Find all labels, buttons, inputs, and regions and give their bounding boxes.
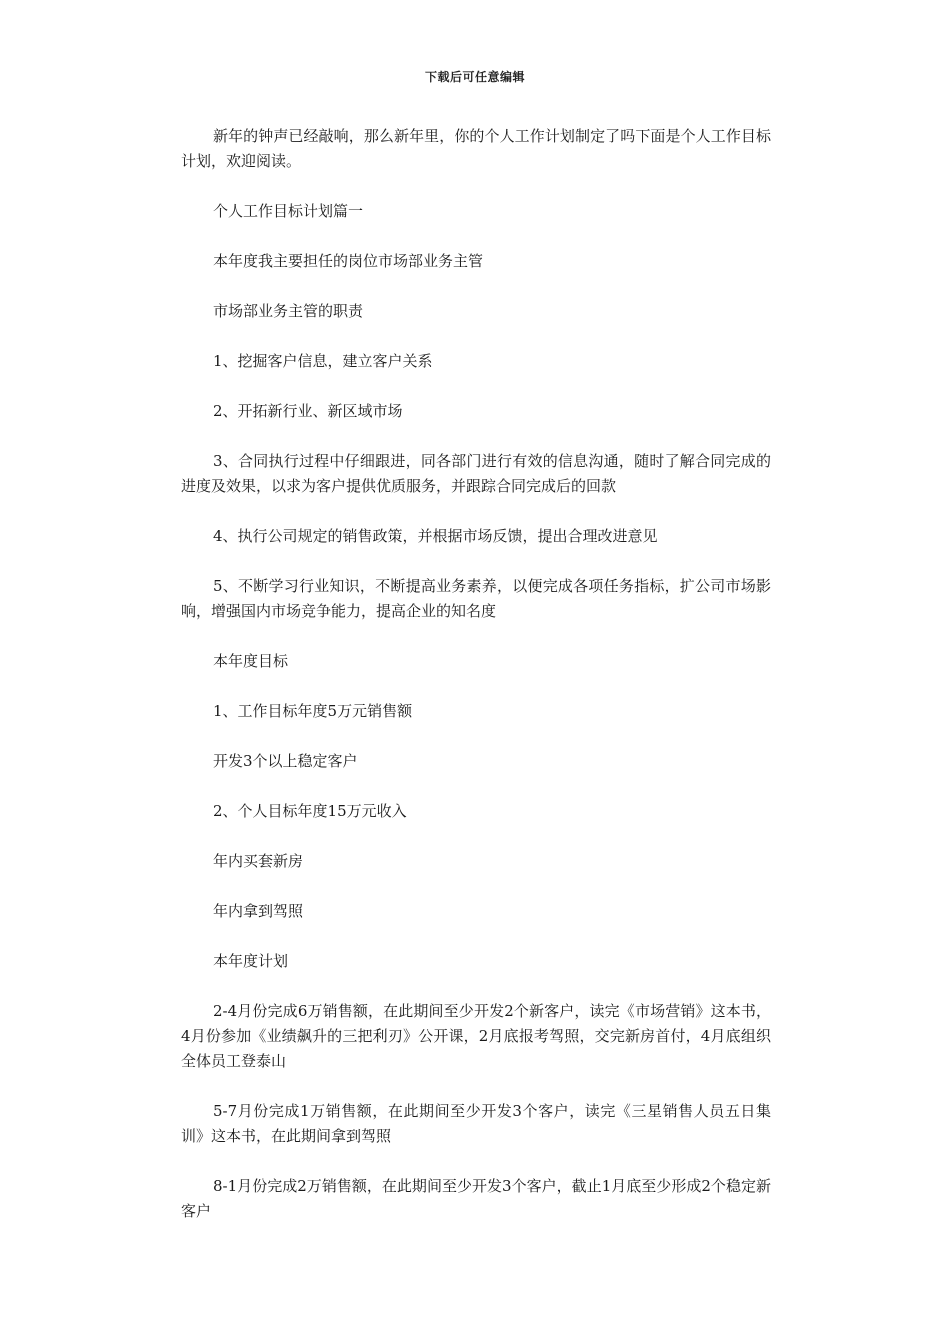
duty-item: 3、合同执行过程中仔细跟进，同各部门进行有效的信息沟通，随时了解合同完成的进度及效果，以求为客户提供优质服务，并跟踪合同完成后的回款: [181, 452, 771, 495]
duty-item: 1、挖掘客户信息，建立客户关系: [213, 352, 433, 370]
plan-item: 2-4月份完成6万销售额，在此期间至少开发2个新客户，读完《市场营销》这本书，4月份参加《业绩飙升的三把利刃》公开课，2月底报考驾照，交完新房首付，4月底组织全体员工登泰山: [181, 1002, 771, 1070]
goals-heading: 本年度目标: [213, 652, 289, 670]
goal-item: 2、个人目标年度15万元收入: [213, 802, 407, 820]
plan-item: 8-1月份完成2万销售额，在此期间至少开发3个客户，截止1月底至少形成2个稳定新客户: [181, 1177, 771, 1220]
plan-item: 5-7月份完成1万销售额，在此期间至少开发3个客户，读完《三星销售人员五日集训》这本书，在此期间拿到驾照: [181, 1102, 771, 1145]
plan-heading: 本年度计划: [213, 952, 289, 970]
goal-item: 1、工作目标年度5万元销售额: [213, 702, 413, 720]
duty-item: 4、执行公司规定的销售政策，并根据市场反馈，提出合理改进意见: [213, 527, 658, 545]
duty-item: 2、开拓新行业、新区域市场: [213, 402, 403, 420]
goal-item: 年内买套新房: [213, 852, 304, 870]
intro-paragraph: 新年的钟声已经敲响，那么新年里，你的个人工作计划制定了吗下面是个人工作目标计划，欢迎阅读。: [181, 127, 771, 170]
document-body: [181, 124, 771, 1249]
goal-item: 开发3个以上稳定客户: [213, 752, 358, 770]
duties-heading: 市场部业务主管的职责: [213, 302, 364, 320]
page-header-note: 下载后可任意编辑: [424, 70, 525, 84]
duty-item: 5、不断学习行业知识，不断提高业务素养，以便完成各项任务指标，扩公司市场影响，增强国内市场竞争能力，提高企业的知名度: [181, 577, 771, 620]
position-paragraph: 本年度我主要担任的岗位市场部业务主管: [213, 252, 484, 270]
goal-item: 年内拿到驾照: [213, 902, 304, 920]
section-title: 个人工作目标计划篇一: [213, 202, 364, 220]
